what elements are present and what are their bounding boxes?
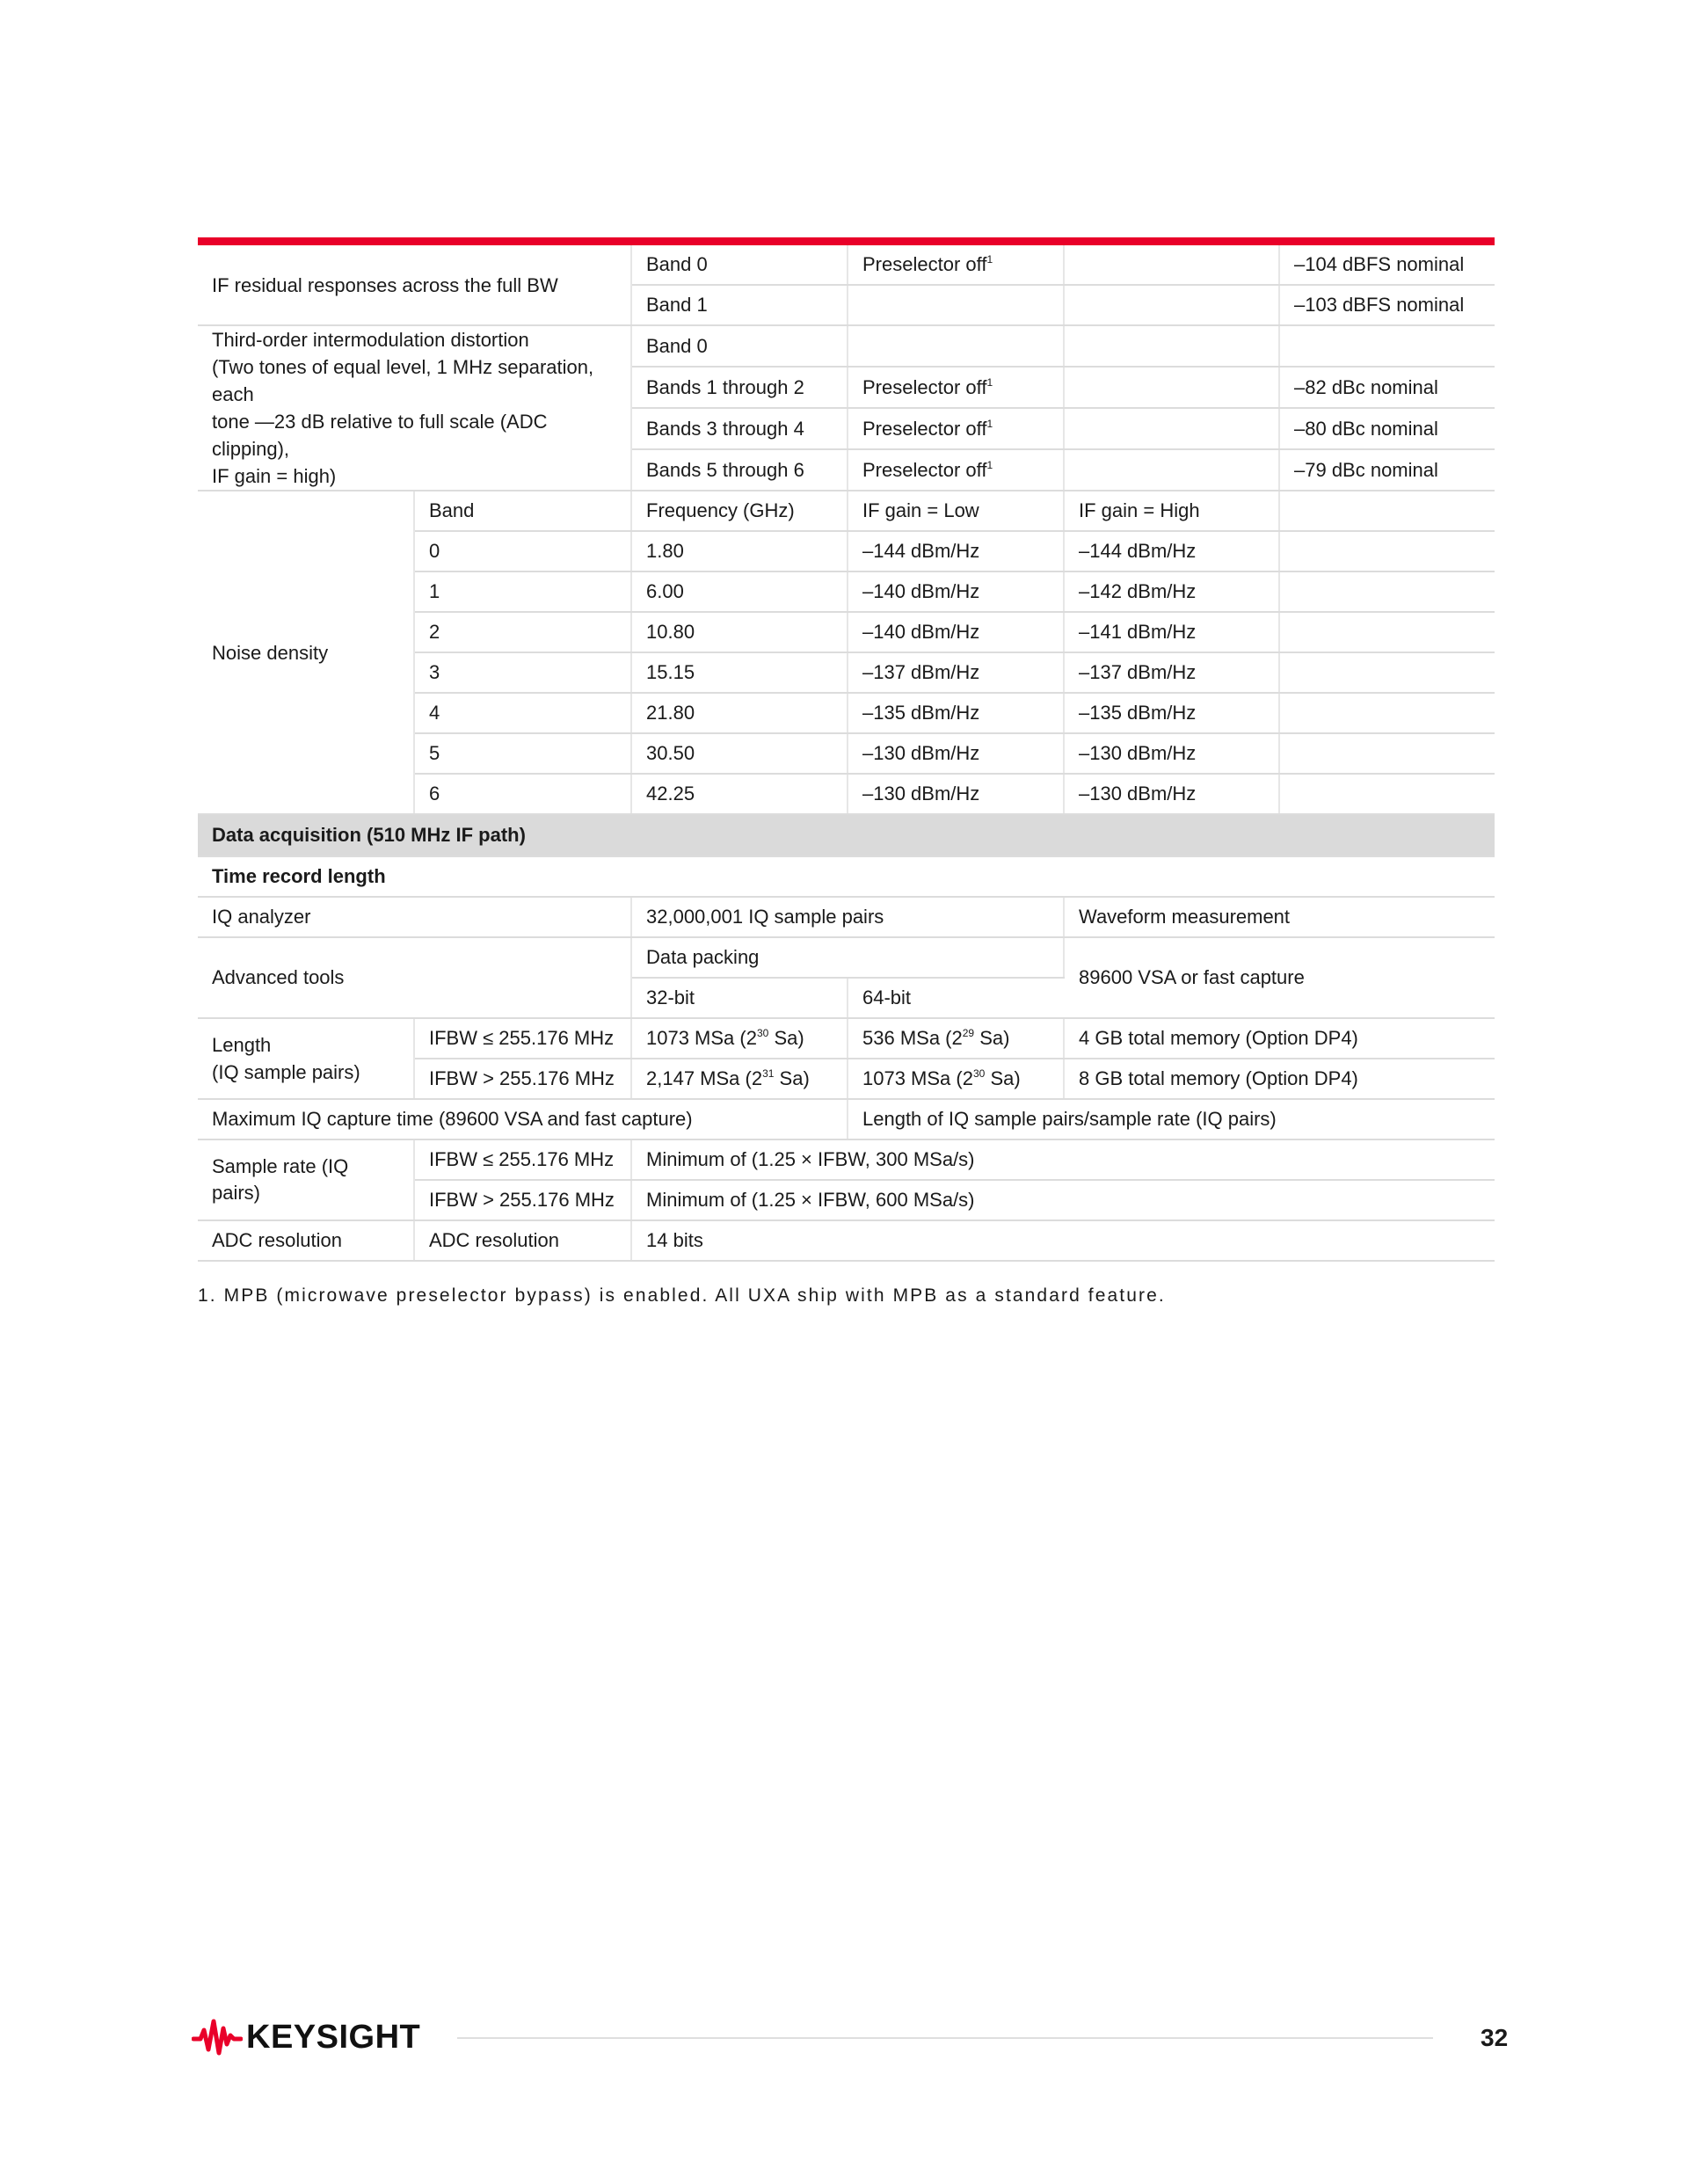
if-residual-label: IF residual responses across the full BW — [198, 245, 631, 325]
low-gain-cell: –137 dBm/Hz — [848, 652, 1064, 693]
condition-cell: Preselector off$^1$ — [848, 408, 1064, 449]
value-cell — [1279, 325, 1495, 367]
condition-cell: IFBW > 255.176 MHz — [414, 1180, 631, 1220]
condition-cell — [848, 285, 1064, 325]
band-cell: Bands 3 through 4 — [631, 408, 848, 449]
low-gain-cell: –130 dBm/Hz — [848, 774, 1064, 814]
brand-wordmark: KEYSIGHT — [246, 2018, 421, 2056]
toi-label: Third-order intermodulation distortion (Two tones of equal level, 1 MHz separation, each tone —23 dB relative to full scale (ADC clipping), IF gain = high) — [198, 325, 631, 491]
table-row — [198, 325, 1495, 367]
band-cell: Band 1 — [631, 285, 848, 325]
value-cell: 32,000,001 IQ sample pairs — [631, 897, 1064, 937]
high-gain-cell: –135 dBm/Hz — [1064, 693, 1279, 733]
empty-cell — [1279, 652, 1495, 693]
value-cell: –79 dBc nominal — [1279, 449, 1495, 491]
condition-cell: Preselector off$^1$ — [848, 449, 1064, 491]
value-cell: 14 bits — [631, 1220, 1495, 1261]
condition-cell — [848, 325, 1064, 367]
column-header: IF gain = High — [1064, 491, 1279, 531]
band-cell: Bands 5 through 6 — [631, 449, 848, 491]
band-cell: Bands 1 through 2 — [631, 367, 848, 408]
value-cell: 2,147 MSa ($2^{31}$ Sa) — [631, 1059, 848, 1099]
noise-density-label: Noise density — [198, 491, 414, 814]
page-number: 32 — [1481, 2024, 1509, 2051]
keysight-logo — [192, 2018, 420, 2057]
empty-cell — [1064, 245, 1279, 285]
high-gain-cell: –130 dBm/Hz — [1064, 733, 1279, 774]
value-cell: 8 GB total memory (Option DP4) — [1064, 1059, 1495, 1099]
freq-cell: 10.80 — [631, 612, 848, 652]
empty-cell — [1279, 774, 1495, 814]
condition-cell: IFBW > 255.176 MHz — [414, 1059, 631, 1099]
empty-cell — [1064, 285, 1279, 325]
table-row — [198, 1018, 1495, 1059]
column-header: 64-bit — [848, 978, 1064, 1018]
freq-cell: 15.15 — [631, 652, 848, 693]
value-cell: 4 GB total memory (Option DP4) — [1064, 1018, 1495, 1059]
column-header: 32-bit — [631, 978, 848, 1018]
value-cell: Minimum of (1.25 × IFBW, 300 MSa/s) — [631, 1139, 1495, 1180]
value-cell: 1073 MSa ($2^{30}$ Sa) — [631, 1018, 848, 1059]
low-gain-cell: –140 dBm/Hz — [848, 612, 1064, 652]
spec-table — [198, 245, 1495, 1262]
value-cell: –104 dBFS nominal — [1279, 245, 1495, 285]
empty-cell — [1064, 325, 1279, 367]
table-row — [198, 897, 1495, 937]
band-cell: 0 — [414, 531, 631, 571]
value-cell: 1073 MSa ($2^{30}$ Sa) — [848, 1059, 1064, 1099]
column-header: Band — [414, 491, 631, 531]
condition-cell: Preselector off$^1$ — [848, 367, 1064, 408]
top-accent-rule — [198, 237, 1495, 245]
table-row — [198, 1220, 1495, 1261]
low-gain-cell: –130 dBm/Hz — [848, 733, 1064, 774]
freq-cell: 21.80 — [631, 693, 848, 733]
value-cell: Waveform measurement — [1064, 897, 1495, 937]
condition-cell: Preselector off$^1$ — [848, 245, 1064, 285]
table-row — [198, 245, 1495, 285]
table-row — [198, 1139, 1495, 1180]
condition-cell: IFBW ≤ 255.176 MHz — [414, 1139, 631, 1180]
row-label: Sample rate (IQ pairs) — [198, 1139, 414, 1220]
footnote: 1. MPB (microwave preselector bypass) is enabled. All UXA ship with MPB as a standard feature. — [198, 1285, 1166, 1306]
keysight-wave-icon — [192, 2018, 243, 2057]
high-gain-cell: –144 dBm/Hz — [1064, 531, 1279, 571]
freq-cell: 1.80 — [631, 531, 848, 571]
section-title: Data acquisition (510 MHz IF path) — [198, 814, 1495, 856]
band-cell: Band 0 — [631, 245, 848, 285]
footnote-ref: 1 — [986, 417, 993, 430]
row-label: Advanced tools — [198, 937, 631, 1018]
high-gain-cell: –137 dBm/Hz — [1064, 652, 1279, 693]
empty-cell — [1064, 367, 1279, 408]
freq-cell: 30.50 — [631, 733, 848, 774]
empty-cell — [1279, 571, 1495, 612]
value-cell: –80 dBc nominal — [1279, 408, 1495, 449]
subsection-row — [198, 856, 1495, 897]
empty-cell — [1064, 449, 1279, 491]
band-cell: Band 0 — [631, 325, 848, 367]
value-cell: –103 dBFS nominal — [1279, 285, 1495, 325]
freq-cell: 42.25 — [631, 774, 848, 814]
row-label: Maximum IQ capture time (89600 VSA and fast capture) — [198, 1099, 848, 1139]
condition-cell: ADC resolution — [414, 1220, 631, 1261]
band-cell: 3 — [414, 652, 631, 693]
footnote-ref: 1 — [986, 458, 993, 471]
column-header: Data packing — [631, 937, 1064, 978]
spec-table-container — [198, 237, 1495, 1262]
empty-cell — [1064, 408, 1279, 449]
low-gain-cell: –135 dBm/Hz — [848, 693, 1064, 733]
footnote-ref: 1 — [986, 375, 993, 389]
value-cell: 536 MSa ($2^{29}$ Sa) — [848, 1018, 1064, 1059]
band-cell: 2 — [414, 612, 631, 652]
table-row — [198, 937, 1495, 978]
footer-divider — [457, 2037, 1433, 2039]
low-gain-cell: –140 dBm/Hz — [848, 571, 1064, 612]
footnote-ref: 1 — [986, 253, 993, 266]
row-label: IQ analyzer — [198, 897, 631, 937]
high-gain-cell: –142 dBm/Hz — [1064, 571, 1279, 612]
empty-cell — [1279, 612, 1495, 652]
band-cell: 4 — [414, 693, 631, 733]
value-cell: Length of IQ sample pairs/sample rate (IQ pairs) — [848, 1099, 1495, 1139]
empty-cell — [1279, 491, 1495, 531]
freq-cell: 6.00 — [631, 571, 848, 612]
table-row — [198, 491, 1495, 531]
band-cell: 1 — [414, 571, 631, 612]
high-gain-cell: –141 dBm/Hz — [1064, 612, 1279, 652]
length-label: Length (IQ sample pairs) — [198, 1018, 414, 1099]
table-row — [198, 1099, 1495, 1139]
empty-cell — [1279, 733, 1495, 774]
high-gain-cell: –130 dBm/Hz — [1064, 774, 1279, 814]
subsection-title: Time record length — [198, 856, 1495, 897]
column-header: Frequency (GHz) — [631, 491, 848, 531]
value-cell: –82 dBc nominal — [1279, 367, 1495, 408]
band-cell: 6 — [414, 774, 631, 814]
empty-cell — [1279, 693, 1495, 733]
empty-cell — [1279, 531, 1495, 571]
value-cell: 89600 VSA or fast capture — [1064, 937, 1495, 1018]
band-cell: 5 — [414, 733, 631, 774]
section-header-row — [198, 814, 1495, 856]
condition-cell: IFBW ≤ 255.176 MHz — [414, 1018, 631, 1059]
row-label: ADC resolution — [198, 1220, 414, 1261]
column-header: IF gain = Low — [848, 491, 1064, 531]
low-gain-cell: –144 dBm/Hz — [848, 531, 1064, 571]
value-cell: Minimum of (1.25 × IFBW, 600 MSa/s) — [631, 1180, 1495, 1220]
